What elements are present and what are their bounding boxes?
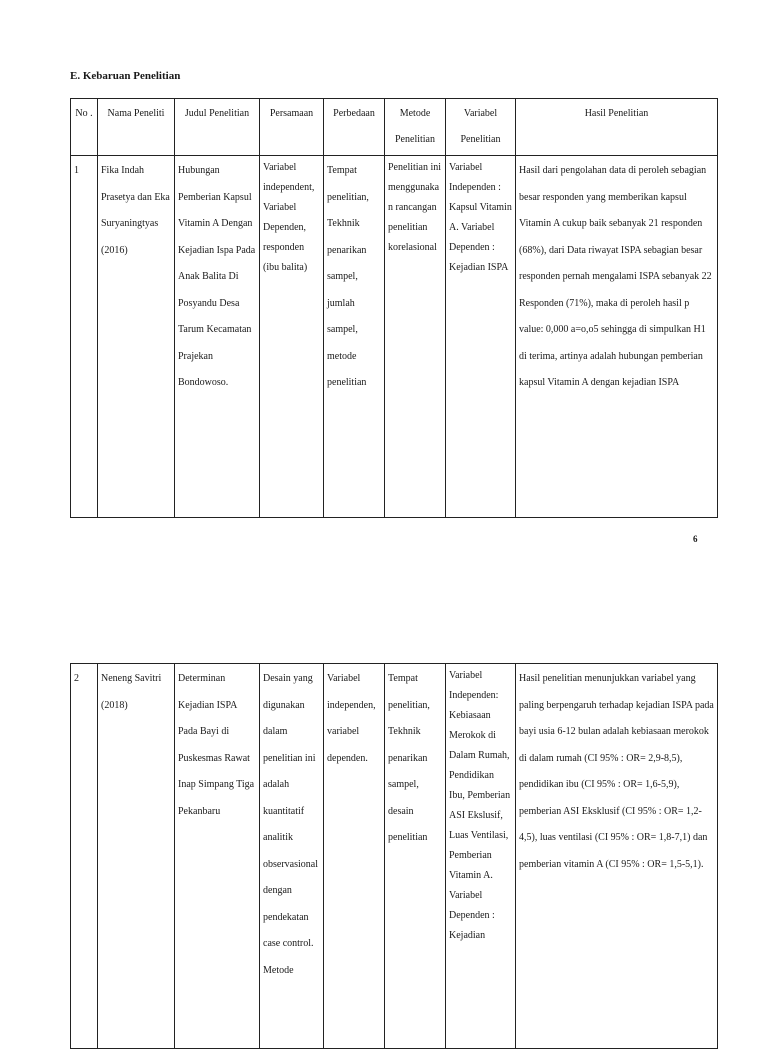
cell-no: 1: [71, 156, 98, 518]
cell-variabel-penelitian: Variabel Independen: Kebiasaan Merokok di Dalam Rumah, Pendidikan Ibu, Pemberian ASI Ekslusif, Luas Ventilasi, Pemberian Vitamin A. Variabel Dependen : Kejadian: [446, 664, 516, 1049]
cell-perbedaan: Variabel independen, variabel dependen.: [324, 664, 385, 1049]
cell-metode-penelitian: Penelitian ini menggunakan rancangan penelitian korelasional: [385, 156, 446, 518]
cell-metode-penelitian: Tempat penelitian, Tekhnik penarikan sampel, desain penelitian: [385, 664, 446, 1049]
page-number: 6: [693, 534, 698, 544]
header-persamaan: Persamaan: [260, 99, 324, 156]
research-table-continued: [70, 663, 718, 1049]
table-row: [71, 664, 718, 1049]
cell-nama-peneliti: Neneng Savitri (2018): [98, 664, 175, 1049]
header-hasil-penelitian: Hasil Penelitian: [516, 99, 718, 156]
cell-hasil-penelitian: Hasil dari pengolahan data di peroleh sebagian besar responden yang memberikan kapsul Vitamin A cukup baik sebanyak 21 responden (68%), dari Data riwayat ISPA sebagian besar responden pernah mengalami ISPA sebanyak 22 Responden (71%), maka di peroleh hasil p value: 0,000 a=o,o5 sehingga di simpulkan H1 di terima, artinya adalah hubungan pemberian kapsul Vitamin A dengan kejadian ISPA: [516, 156, 718, 518]
cell-judul-penelitian: Hubungan Pemberian Kapsul Vitamin A Dengan Kejadian Ispa Pada Anak Balita Di Posyandu Desa Tarum Kecamatan Prajekan Bondowoso.: [175, 156, 260, 518]
header-nama-peneliti: Nama Peneliti: [98, 99, 175, 156]
cell-variabel-penelitian: Variabel Independen : Kapsul Vitamin A. Variabel Dependen : Kejadian ISPA: [446, 156, 516, 518]
cell-persamaan: Variabel independent, Variabel Dependen, responden (ibu balita): [260, 156, 324, 518]
header-no: No .: [71, 99, 98, 156]
cell-perbedaan: Tempat penelitian, Tekhnik penarikan sampel, jumlah sampel, metode penelitian: [324, 156, 385, 518]
header-variabel-penelitian: Variabel Penelitian: [446, 99, 516, 156]
table-header-row: [71, 99, 718, 156]
section-title: E. Kebaruan Penelitian: [70, 70, 181, 82]
header-perbedaan: Perbedaan: [324, 99, 385, 156]
cell-hasil-penelitian: Hasil penelitian menunjukkan variabel yang paling berpengaruh terhadap kejadian ISPA pada bayi usia 6-12 bulan adalah kebiasaan merokok di dalam rumah (CI 95% : OR= 2,9-8,5), pendidikan ibu (CI 95% : OR= 1,6-5,9), pemberian ASI Eksklusif (CI 95% : OR= 1,2-4,5), luas ventilasi (CI 95% : OR= 1,8-7,1) dan pemberian vitamin A (CI 95% : OR= 1,5-5,1).: [516, 664, 718, 1049]
header-judul-penelitian: Judul Penelitian: [175, 99, 260, 156]
cell-judul-penelitian: Determinan Kejadian ISPA Pada Bayi di Puskesmas Rawat Inap Simpang Tiga Pekanbaru: [175, 664, 260, 1049]
cell-nama-peneliti: Fika Indah Prasetya dan Eka Suryaningtyas (2016): [98, 156, 175, 518]
research-table: [70, 98, 718, 518]
cell-no: 2: [71, 664, 98, 1049]
table-row: [71, 156, 718, 518]
header-metode-penelitian: Metode Penelitian: [385, 99, 446, 156]
cell-persamaan: Desain yang digunakan dalam penelitian ini adalah kuantitatif analitik observasional dengan pendekatan case control. Metode: [260, 664, 324, 1049]
